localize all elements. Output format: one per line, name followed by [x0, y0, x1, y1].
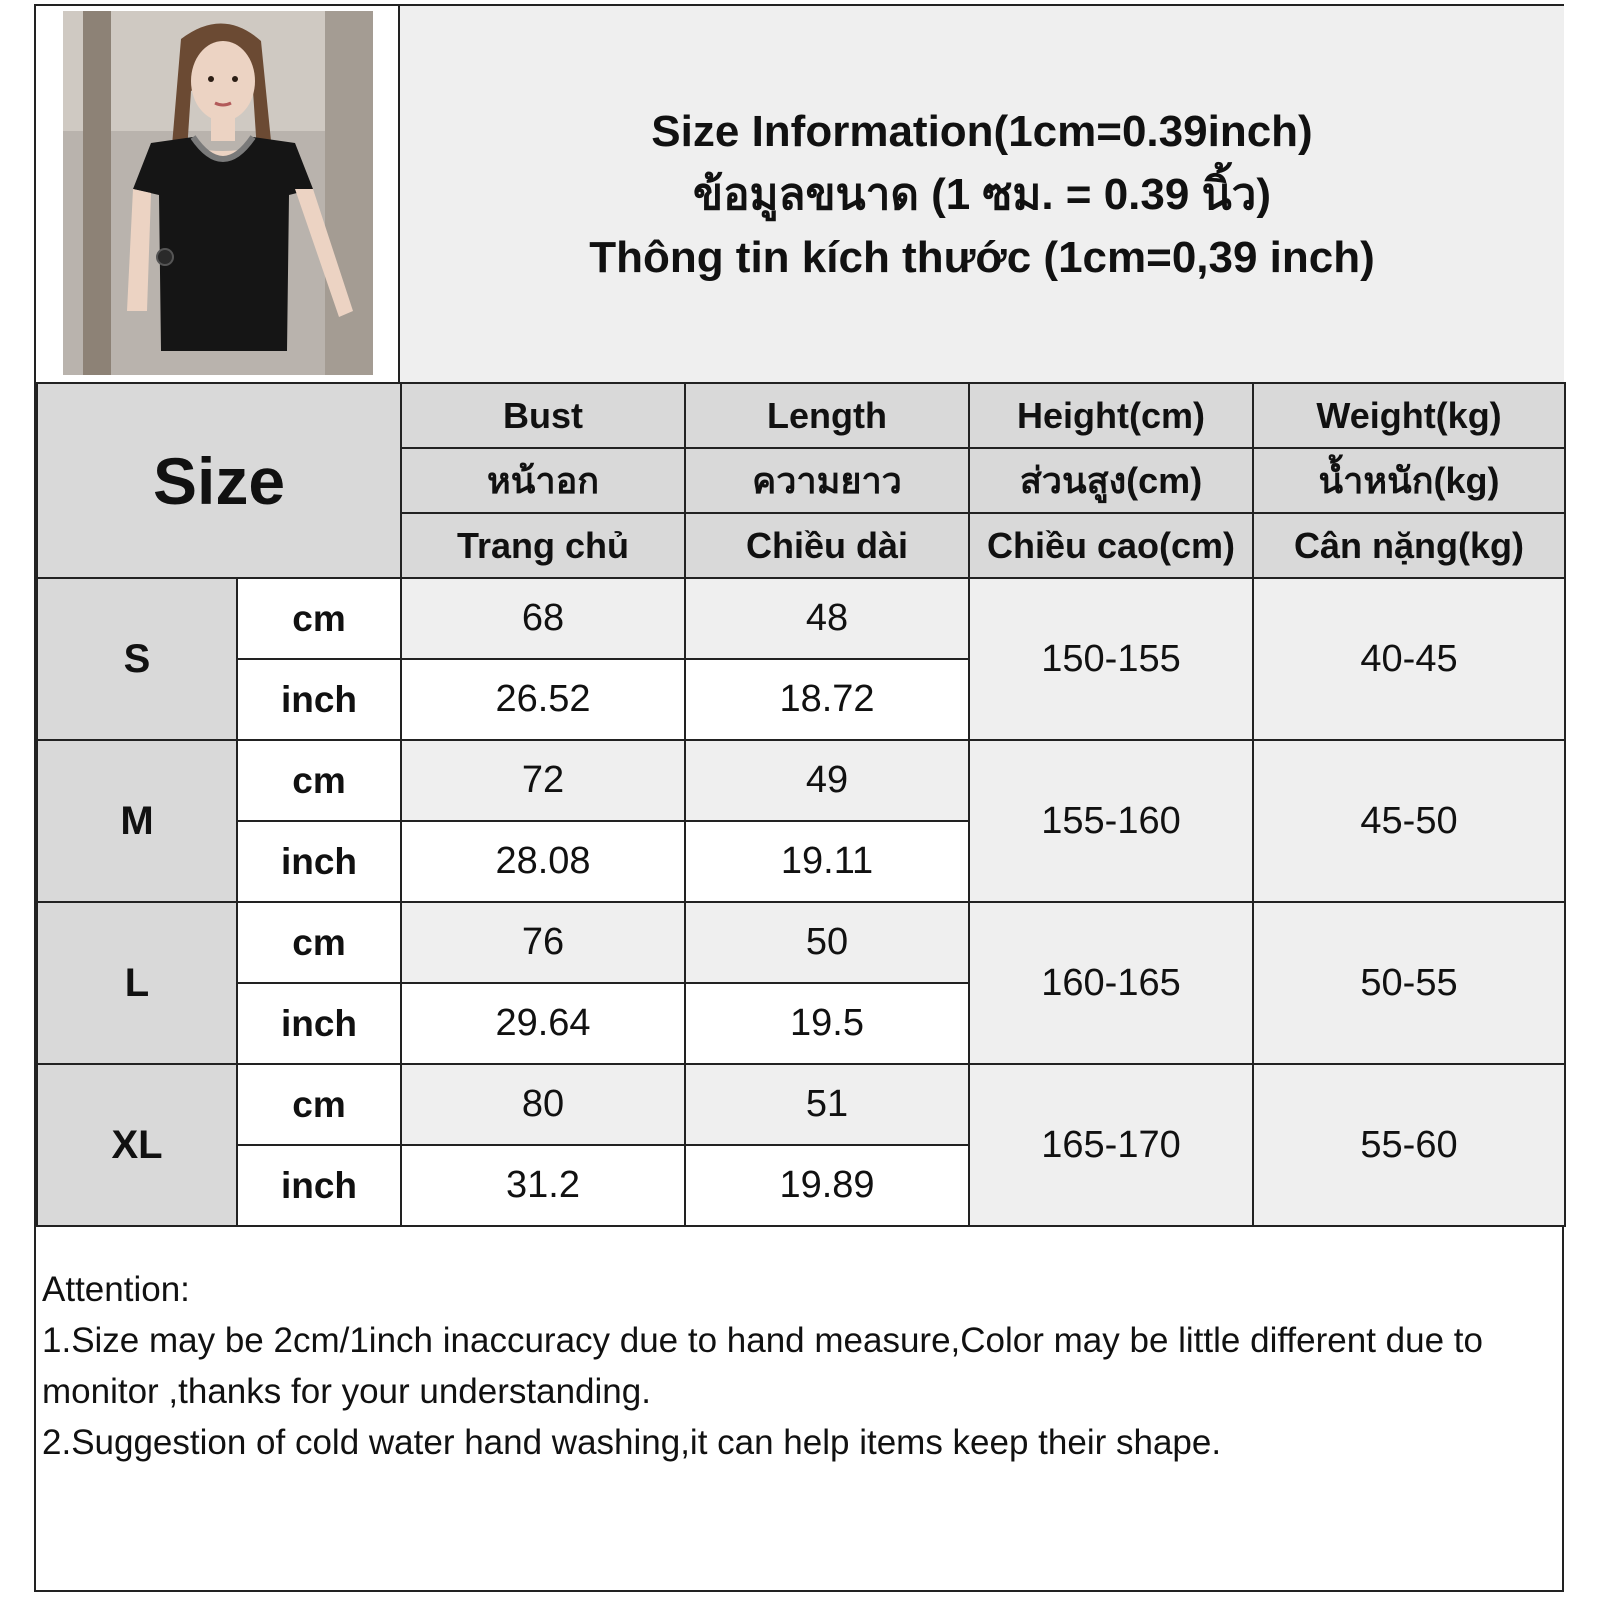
unit-label: cm: [237, 1064, 401, 1145]
height-range: 165-170: [969, 1064, 1253, 1226]
size-label: L: [37, 902, 237, 1064]
title-english: Size Information(1cm=0.39inch): [651, 106, 1313, 156]
note-item-1: 1.Size may be 2cm/1inch inaccuracy due to hand measure,Color may be little different due to monitor ,thanks for your understanding.: [42, 1321, 1483, 1411]
bust-value: 68: [401, 578, 685, 659]
note-item-2: 2.Suggestion of cold water hand washing,it can help items keep their shape.: [42, 1423, 1222, 1462]
length-value: 18.72: [685, 659, 969, 740]
length-header-thai: ความยาว: [685, 448, 969, 513]
table-row: [37, 1064, 1565, 1145]
bust-value: 72: [401, 740, 685, 821]
table-row: [37, 740, 1565, 821]
attention-notes: [42, 1264, 1552, 1468]
table-row: [37, 902, 1565, 983]
unit-label: inch: [237, 983, 401, 1064]
bust-value: 31.2: [401, 1145, 685, 1226]
attention-heading: Attention:: [42, 1270, 190, 1309]
title-vietnamese: Thông tin kích thước (1cm=0,39 inch): [589, 232, 1375, 282]
unit-label: cm: [237, 902, 401, 983]
length-value: 19.11: [685, 821, 969, 902]
size-info-title-block: [400, 6, 1564, 382]
height-range: 155-160: [969, 740, 1253, 902]
size-column-header: Size: [37, 383, 401, 578]
unit-label: inch: [237, 821, 401, 902]
length-value: 50: [685, 902, 969, 983]
unit-label: inch: [237, 659, 401, 740]
product-photo: [63, 11, 373, 375]
bust-value: 80: [401, 1064, 685, 1145]
unit-label: cm: [237, 740, 401, 821]
length-value: 48: [685, 578, 969, 659]
title-thai: ข้อมูลขนาด (1 ซม. = 0.39 นิ้ว): [692, 169, 1271, 219]
height-header-vietnamese: Chiều cao(cm): [969, 513, 1253, 578]
weight-range: 40-45: [1253, 578, 1565, 740]
unit-label: inch: [237, 1145, 401, 1226]
bust-header-vietnamese: Trang chủ: [401, 513, 685, 578]
bust-value: 29.64: [401, 983, 685, 1064]
weight-range: 45-50: [1253, 740, 1565, 902]
size-chart-sheet: [34, 4, 1564, 1592]
height-header: Height(cm): [969, 383, 1253, 448]
weight-header: Weight(kg): [1253, 383, 1565, 448]
bust-value: 28.08: [401, 821, 685, 902]
bust-header-thai: หน้าอก: [401, 448, 685, 513]
height-range: 160-165: [969, 902, 1253, 1064]
weight-header-vietnamese: Cân nặng(kg): [1253, 513, 1565, 578]
length-value: 19.5: [685, 983, 969, 1064]
table-row: [37, 578, 1565, 659]
length-value: 51: [685, 1064, 969, 1145]
weight-header-thai: น้ำหนัก(kg): [1253, 448, 1565, 513]
length-value: 19.89: [685, 1145, 969, 1226]
length-header-vietnamese: Chiều dài: [685, 513, 969, 578]
size-table: [36, 382, 1566, 1227]
size-label: M: [37, 740, 237, 902]
bust-value: 76: [401, 902, 685, 983]
unit-label: cm: [237, 578, 401, 659]
length-header: Length: [685, 383, 969, 448]
size-label: S: [37, 578, 237, 740]
header-row-english: [37, 383, 1565, 448]
size-label: XL: [37, 1064, 237, 1226]
length-value: 49: [685, 740, 969, 821]
height-range: 150-155: [969, 578, 1253, 740]
weight-range: 50-55: [1253, 902, 1565, 1064]
bust-header: Bust: [401, 383, 685, 448]
weight-range: 55-60: [1253, 1064, 1565, 1226]
bust-value: 26.52: [401, 659, 685, 740]
product-photo-cell: [36, 6, 400, 382]
height-header-thai: ส่วนสูง(cm): [969, 448, 1253, 513]
